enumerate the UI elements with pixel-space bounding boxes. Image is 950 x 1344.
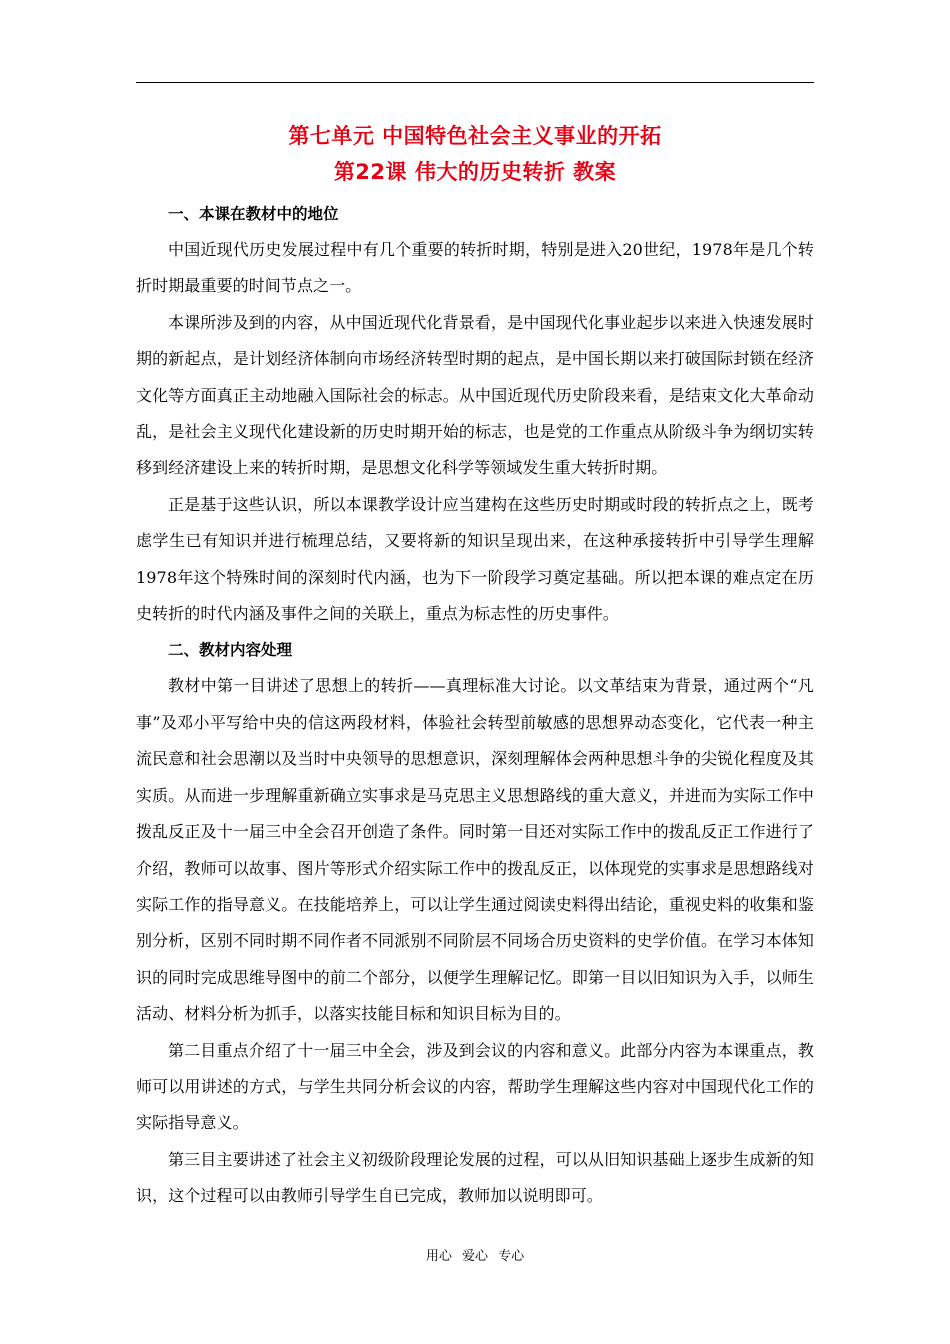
page-footer: 用心 爱心 专心 — [425, 1249, 525, 1264]
header-rule — [136, 82, 814, 83]
body-paragraph: 第二目重点介绍了十一届三中全会，涉及到会议的内容和意义。此部分内容为本课重点，教师可以用讲述的方式，与学生共同分析会议的内容，帮助学生理解这些内容对中国现代化工作的实际指导意义。 — [136, 1040, 814, 1133]
body-paragraph: 正是基于这些认识，所以本课教学设计应当建构在这些历史时期或时段的转折点之上，既考虑学生已有知识并进行梳理总结，又要将新的知识呈现出来，在这种承接转折中引导学生理解1978年这个特殊时间的深刻时代内涵，也为下一阶段学习奠定基础。所以把本课的难点定在历史转折的时代内涵及事件之间的关联上，重点为标志性的历史事件。 — [136, 494, 814, 624]
body-paragraph: 第三目主要讲述了社会主义初级阶段理论发展的过程，可以从旧知识基础上逐步生成新的知识，这个过程可以由教师引导学生自已完成，教师加以说明即可。 — [136, 1149, 814, 1206]
unit-title: 第七单元 中国特色社会主义事业的开拓 — [288, 124, 662, 148]
body-paragraph: 中国近现代历史发展过程中有几个重要的转折时期，特别是进入20世纪，1978年是几个转折时期最重要的时间节点之一。 — [136, 240, 814, 296]
lesson-title: 第22课 伟大的历史转折 教案 — [333, 160, 617, 184]
section-heading-position: 一、本课在教材中的地位 — [168, 205, 339, 223]
body-paragraph: 教材中第一目讲述了思想上的转折——真理标准大讨论。以文革结束为背景，通过两个“凡事”及邓小平写给中央的信这两段材料，体验社会转型前敏感的思想界动态变化，它代表一种主流民意和社会思潮以及当时中央领导的思想意识，深刻理解体会两种思想斗争的尖锐化程度及其实质。从而进一步理解重新确立实事求是马克思主义思想路线的重大意义，并进而为实际工作中拨乱反正及十一届三中全会召开创造了条件。同时第一目还对实际工作中的拨乱反正工作进行了介绍，教师可以故事、图片等形式介绍实际工作中的拨乱反正，以体现党的实事求是思想路线对实际工作的指导意义。在技能培养上，可以让学生通过阅读史料得出结论，重视史料的收集和鉴别分析，区别不同时期不同作者不同派别不同阶层不同场合历史资料的史学价值。在学习本体知识的同时完成思维导图中的前二个部分，以便学生理解记忆。即第一目以旧知识为入手，以师生活动、材料分析为抓手，以落实技能目标和知识目标为目的。 — [136, 676, 814, 1024]
body-paragraph: 本课所涉及到的内容，从中国近现代化背景看，是中国现代化事业起步以来进入快速发展时期的新起点，是计划经济体制向市场经济转型时期的起点，是中国长期以来打破国际封锁在经济文化等方面真正主动地融入国际社会的标志。从中国近现代历史阶段来看，是结束文化大革命动乱，是社会主义现代化建设新的历史时期开始的标志，也是党的工作重点从阶级斗争为纲切实转移到经济建设上来的转折时期，是思想文化科学等领域发生重大转折时期。 — [136, 312, 814, 478]
section-heading-content: 二、教材内容处理 — [168, 641, 293, 660]
document-body — [136, 196, 814, 1215]
